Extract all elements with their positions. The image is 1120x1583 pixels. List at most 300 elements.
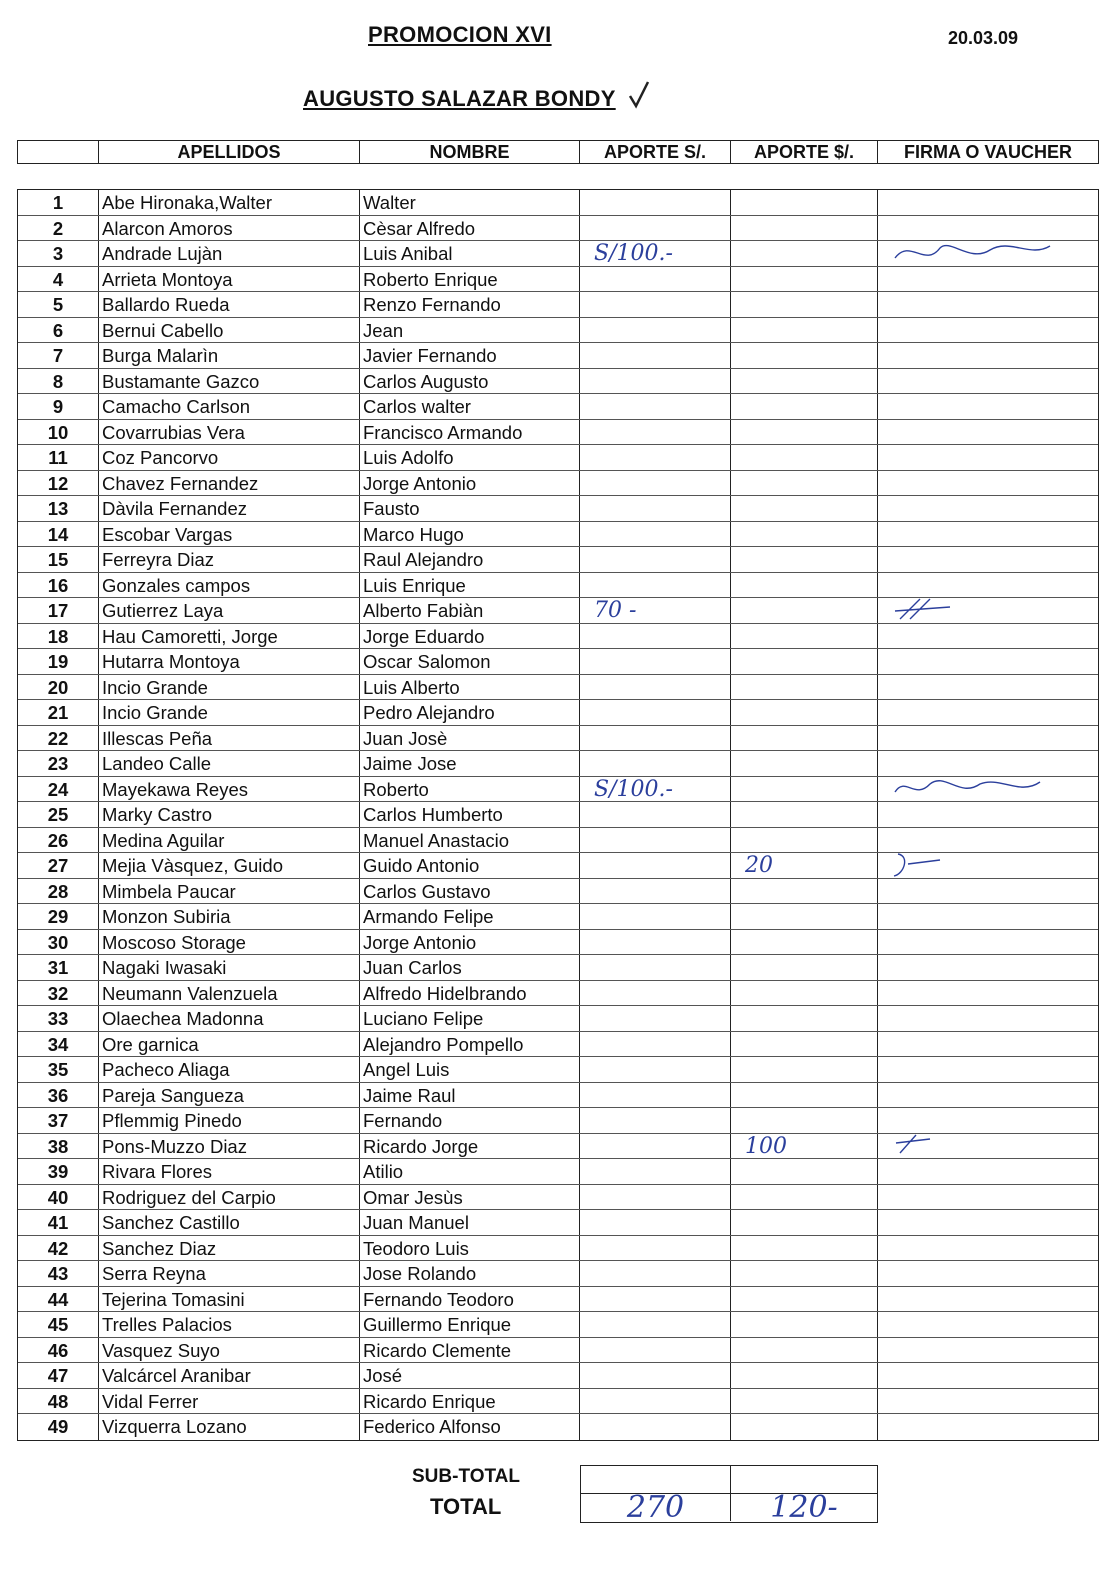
row-aporte-soles [580,981,731,1006]
row-apellidos: Monzon Subiria [99,904,360,929]
row-number: 1 [18,190,99,215]
row-nombre: Alberto Fabiàn [360,598,580,623]
row-aporte-dolares: 100 [731,1134,878,1159]
row-number: 45 [18,1312,99,1337]
row-firma [878,522,1098,547]
table-row [18,1083,1098,1109]
row-number: 12 [18,471,99,496]
row-aporte-dolares [731,700,878,725]
row-number: 25 [18,802,99,827]
row-aporte-dolares [731,828,878,853]
row-apellidos: Sanchez Diaz [99,1236,360,1261]
table-row [18,216,1098,242]
table-row [18,1057,1098,1083]
row-firma [878,726,1098,751]
row-apellidos: Pacheco Aliaga [99,1057,360,1082]
signature-image [890,853,1060,878]
row-aporte-soles [580,216,731,241]
row-number: 22 [18,726,99,751]
row-nombre: Walter [360,190,580,215]
row-aporte-dolares [731,522,878,547]
row-number: 32 [18,981,99,1006]
row-firma [878,777,1098,802]
row-number: 20 [18,675,99,700]
row-aporte-soles [580,573,731,598]
row-firma [878,879,1098,904]
header-apellidos: APELLIDOS [99,141,360,163]
row-firma [878,930,1098,955]
row-firma [878,267,1098,292]
row-aporte-soles [580,1338,731,1363]
row-nombre: Jaime Raul [360,1083,580,1108]
row-aporte-dolares [731,802,878,827]
table-row [18,700,1098,726]
row-apellidos: Dàvila Fernandez [99,496,360,521]
row-nombre: Oscar Salomon [360,649,580,674]
total-row [581,1490,877,1525]
row-apellidos: Serra Reyna [99,1261,360,1286]
row-nombre: Alfredo Hidelbrando [360,981,580,1006]
row-number: 15 [18,547,99,572]
row-aporte-soles [580,1108,731,1133]
row-nombre: Javier Fernando [360,343,580,368]
table-row [18,471,1098,497]
table-row [18,1185,1098,1211]
row-firma [878,624,1098,649]
row-nombre: Jaime Jose [360,751,580,776]
row-firma [878,420,1098,445]
table-header [17,140,1099,164]
row-aporte-soles [580,292,731,317]
row-number: 38 [18,1134,99,1159]
row-apellidos: Incio Grande [99,675,360,700]
row-number: 23 [18,751,99,776]
total-label: TOTAL [430,1494,502,1519]
row-aporte-dolares [731,267,878,292]
row-nombre: Jean [360,318,580,343]
row-firma [878,853,1098,878]
row-number: 4 [18,267,99,292]
row-nombre: Jose Rolando [360,1261,580,1286]
row-nombre: Ricardo Jorge [360,1134,580,1159]
table-row [18,1159,1098,1185]
table-row [18,1210,1098,1236]
row-apellidos: Rivara Flores [99,1159,360,1184]
row-nombre: Carlos Humberto [360,802,580,827]
row-nombre: Alejandro Pompello [360,1032,580,1057]
row-nombre: Luciano Felipe [360,1006,580,1031]
row-nombre: Federico Alfonso [360,1414,580,1440]
row-aporte-soles [580,930,731,955]
row-aporte-soles [580,1057,731,1082]
row-aporte-dolares [731,420,878,445]
row-number: 16 [18,573,99,598]
row-number: 34 [18,1032,99,1057]
row-aporte-soles [580,1032,731,1057]
row-apellidos: Trelles Palacios [99,1312,360,1337]
row-aporte-soles [580,369,731,394]
signature-image [890,777,1060,802]
row-firma [878,343,1098,368]
row-firma [878,190,1098,215]
row-aporte-dolares [731,1363,878,1388]
table-row [18,1389,1098,1415]
row-aporte-dolares [731,1057,878,1082]
row-aporte-soles [580,879,731,904]
table-row [18,1032,1098,1058]
table-row [18,1312,1098,1338]
row-apellidos: Vasquez Suyo [99,1338,360,1363]
row-aporte-dolares [731,624,878,649]
row-nombre: Fernando [360,1108,580,1133]
row-number: 13 [18,496,99,521]
row-apellidos: Ballardo Rueda [99,292,360,317]
row-firma [878,241,1098,266]
row-aporte-soles [580,1006,731,1031]
row-firma [878,1134,1098,1159]
row-nombre: José [360,1363,580,1388]
row-aporte-dolares [731,547,878,572]
row-apellidos: Pflemmig Pinedo [99,1108,360,1133]
row-nombre: Carlos walter [360,394,580,419]
row-aporte-soles [580,1236,731,1261]
table-row [18,1261,1098,1287]
row-firma [878,394,1098,419]
row-firma [878,1236,1098,1261]
row-nombre: Fernando Teodoro [360,1287,580,1312]
row-number: 24 [18,777,99,802]
row-nombre: Carlos Augusto [360,369,580,394]
row-firma [878,292,1098,317]
row-number: 3 [18,241,99,266]
row-aporte-soles [580,1389,731,1414]
row-apellidos: Coz Pancorvo [99,445,360,470]
table-row [18,1363,1098,1389]
row-aporte-soles [580,394,731,419]
row-aporte-dolares [731,292,878,317]
row-firma [878,598,1098,623]
row-aporte-soles [580,726,731,751]
table-row [18,1338,1098,1364]
row-nombre: Raul Alejandro [360,547,580,572]
row-firma [878,1414,1098,1440]
document-title: PROMOCION XVI [368,22,552,47]
table-row [18,547,1098,573]
row-aporte-soles [580,1083,731,1108]
row-aporte-dolares [731,1159,878,1184]
row-number: 9 [18,394,99,419]
row-apellidos: Ore garnica [99,1032,360,1057]
row-aporte-soles [580,700,731,725]
row-firma [878,955,1098,980]
row-aporte-soles [580,904,731,929]
row-firma [878,1312,1098,1337]
members-table [17,189,1099,1441]
row-firma [878,547,1098,572]
row-number: 49 [18,1414,99,1440]
row-number: 47 [18,1363,99,1388]
row-firma [878,1057,1098,1082]
header-aporte-dolares: APORTE $/. [731,141,878,163]
row-nombre: Luis Enrique [360,573,580,598]
row-aporte-dolares [731,318,878,343]
row-nombre: Juan Manuel [360,1210,580,1235]
row-aporte-soles [580,1261,731,1286]
row-aporte-soles [580,1185,731,1210]
row-number: 42 [18,1236,99,1261]
row-aporte-dolares [731,751,878,776]
row-nombre: Luis Anibal [360,241,580,266]
row-apellidos: Pons-Muzzo Diaz [99,1134,360,1159]
row-number: 11 [18,445,99,470]
row-nombre: Atilio [360,1159,580,1184]
table-row [18,802,1098,828]
row-aporte-soles [580,1312,731,1337]
header-num [18,141,99,163]
row-aporte-soles [580,1414,731,1440]
row-firma [878,802,1098,827]
row-apellidos: Landeo Calle [99,751,360,776]
row-firma [878,1210,1098,1235]
table-row [18,318,1098,344]
row-aporte-dolares [731,675,878,700]
table-row [18,1108,1098,1134]
row-firma [878,751,1098,776]
row-apellidos: Olaechea Madonna [99,1006,360,1031]
row-aporte-dolares [731,726,878,751]
table-row [18,930,1098,956]
row-aporte-dolares [731,343,878,368]
total-soles: 270 [581,1494,731,1521]
row-aporte-soles [580,751,731,776]
row-aporte-soles [580,1159,731,1184]
row-nombre: Armando Felipe [360,904,580,929]
row-nombre: Jorge Antonio [360,930,580,955]
row-firma [878,828,1098,853]
row-aporte-soles [580,649,731,674]
row-aporte-dolares [731,394,878,419]
row-firma [878,904,1098,929]
row-nombre: Marco Hugo [360,522,580,547]
row-nombre: Ricardo Clemente [360,1338,580,1363]
row-apellidos: Escobar Vargas [99,522,360,547]
row-number: 46 [18,1338,99,1363]
row-aporte-dolares [731,1312,878,1337]
table-row [18,190,1098,216]
table-row [18,955,1098,981]
row-aporte-dolares [731,981,878,1006]
row-aporte-soles [580,828,731,853]
row-nombre: Luis Adolfo [360,445,580,470]
row-number: 29 [18,904,99,929]
row-firma [878,369,1098,394]
row-aporte-soles [580,547,731,572]
row-apellidos: Moscoso Storage [99,930,360,955]
row-apellidos: Gutierrez Laya [99,598,360,623]
row-number: 17 [18,598,99,623]
signature-image [890,598,1060,623]
signature-image [890,241,1060,266]
row-number: 37 [18,1108,99,1133]
row-aporte-soles: S/100.- [580,777,731,802]
row-apellidos: Bustamante Gazco [99,369,360,394]
row-nombre: Guillermo Enrique [360,1312,580,1337]
row-aporte-dolares [731,1006,878,1031]
row-firma [878,445,1098,470]
row-firma [878,1363,1098,1388]
table-row [18,1006,1098,1032]
row-apellidos: Hutarra Montoya [99,649,360,674]
row-apellidos: Mimbela Paucar [99,879,360,904]
row-aporte-soles [580,318,731,343]
table-row [18,598,1098,624]
row-apellidos: Arrieta Montoya [99,267,360,292]
row-nombre: Pedro Alejandro [360,700,580,725]
row-apellidos: Neumann Valenzuela [99,981,360,1006]
row-apellidos: Marky Castro [99,802,360,827]
row-number: 40 [18,1185,99,1210]
row-aporte-soles [580,522,731,547]
row-apellidos: Vizquerra Lozano [99,1414,360,1440]
row-apellidos: Chavez Fernandez [99,471,360,496]
row-apellidos: Burga Malarìn [99,343,360,368]
table-row [18,981,1098,1007]
row-aporte-soles [580,624,731,649]
row-aporte-dolares [731,241,878,266]
row-number: 48 [18,1389,99,1414]
row-apellidos: Alarcon Amoros [99,216,360,241]
row-number: 35 [18,1057,99,1082]
table-row [18,726,1098,752]
row-apellidos: Gonzales campos [99,573,360,598]
table-row [18,1134,1098,1160]
row-aporte-soles [580,496,731,521]
document-date: 20.03.09 [948,28,1019,48]
total-dolares: 120- [770,1490,838,1525]
check-mark-icon [628,80,650,110]
row-number: 19 [18,649,99,674]
row-apellidos: Incio Grande [99,700,360,725]
row-aporte-soles [580,343,731,368]
row-number: 33 [18,1006,99,1031]
table-row [18,1236,1098,1262]
row-firma [878,1185,1098,1210]
row-aporte-dolares [731,1261,878,1286]
row-nombre: Renzo Fernando [360,292,580,317]
row-nombre: Luis Alberto [360,675,580,700]
table-row [18,369,1098,395]
row-aporte-soles [580,420,731,445]
row-number: 18 [18,624,99,649]
table-row [18,573,1098,599]
signature-image [890,1134,1060,1159]
table-row [18,292,1098,318]
row-number: 14 [18,522,99,547]
table-row [18,649,1098,675]
row-number: 26 [18,828,99,853]
row-number: 41 [18,1210,99,1235]
row-apellidos: Nagaki Iwasaki [99,955,360,980]
row-firma [878,1287,1098,1312]
row-aporte-dolares [731,904,878,929]
row-nombre: Juan Josè [360,726,580,751]
table-row [18,675,1098,701]
row-firma [878,1108,1098,1133]
row-number: 31 [18,955,99,980]
row-number: 5 [18,292,99,317]
row-aporte-dolares [731,573,878,598]
row-firma [878,1083,1098,1108]
row-aporte-dolares [731,1108,878,1133]
row-firma [878,981,1098,1006]
table-row [18,343,1098,369]
table-row [18,751,1098,777]
row-aporte-dolares [731,1414,878,1440]
row-aporte-soles [580,853,731,878]
row-aporte-dolares [731,930,878,955]
row-apellidos: Valcárcel Aranibar [99,1363,360,1388]
table-row [18,241,1098,267]
row-aporte-dolares [731,1389,878,1414]
row-nombre: Ricardo Enrique [360,1389,580,1414]
row-number: 7 [18,343,99,368]
row-firma [878,675,1098,700]
row-aporte-dolares [731,190,878,215]
row-aporte-dolares [731,1236,878,1261]
row-nombre: Cèsar Alfredo [360,216,580,241]
table-row [18,1414,1098,1440]
row-aporte-soles [580,955,731,980]
row-apellidos: Mayekawa Reyes [99,777,360,802]
table-row [18,853,1098,879]
row-number: 30 [18,930,99,955]
row-firma [878,1032,1098,1057]
row-number: 43 [18,1261,99,1286]
header-nombre: NOMBRE [360,141,580,163]
row-number: 28 [18,879,99,904]
row-aporte-soles [580,471,731,496]
table-row [18,445,1098,471]
row-apellidos: Sanchez Castillo [99,1210,360,1235]
row-apellidos: Camacho Carlson [99,394,360,419]
row-aporte-dolares [731,1287,878,1312]
document-subtitle: AUGUSTO SALAZAR BONDY [303,86,616,111]
subtotal-soles [581,1466,731,1493]
row-aporte-soles [580,1210,731,1235]
totals-box [580,1465,878,1523]
row-apellidos: Bernui Cabello [99,318,360,343]
row-aporte-soles [580,1134,731,1159]
row-nombre: Jorge Eduardo [360,624,580,649]
row-apellidos: Illescas Peña [99,726,360,751]
row-nombre: Carlos Gustavo [360,879,580,904]
table-row [18,496,1098,522]
row-nombre: Guido Antonio [360,853,580,878]
row-nombre: Angel Luis [360,1057,580,1082]
row-firma [878,318,1098,343]
table-row [18,522,1098,548]
row-firma [878,1389,1098,1414]
row-firma [878,1338,1098,1363]
table-row [18,394,1098,420]
row-aporte-soles [580,802,731,827]
row-aporte-soles [580,445,731,470]
row-number: 2 [18,216,99,241]
row-number: 10 [18,420,99,445]
row-aporte-dolares [731,598,878,623]
row-aporte-dolares [731,1338,878,1363]
row-apellidos: Pareja Sangueza [99,1083,360,1108]
